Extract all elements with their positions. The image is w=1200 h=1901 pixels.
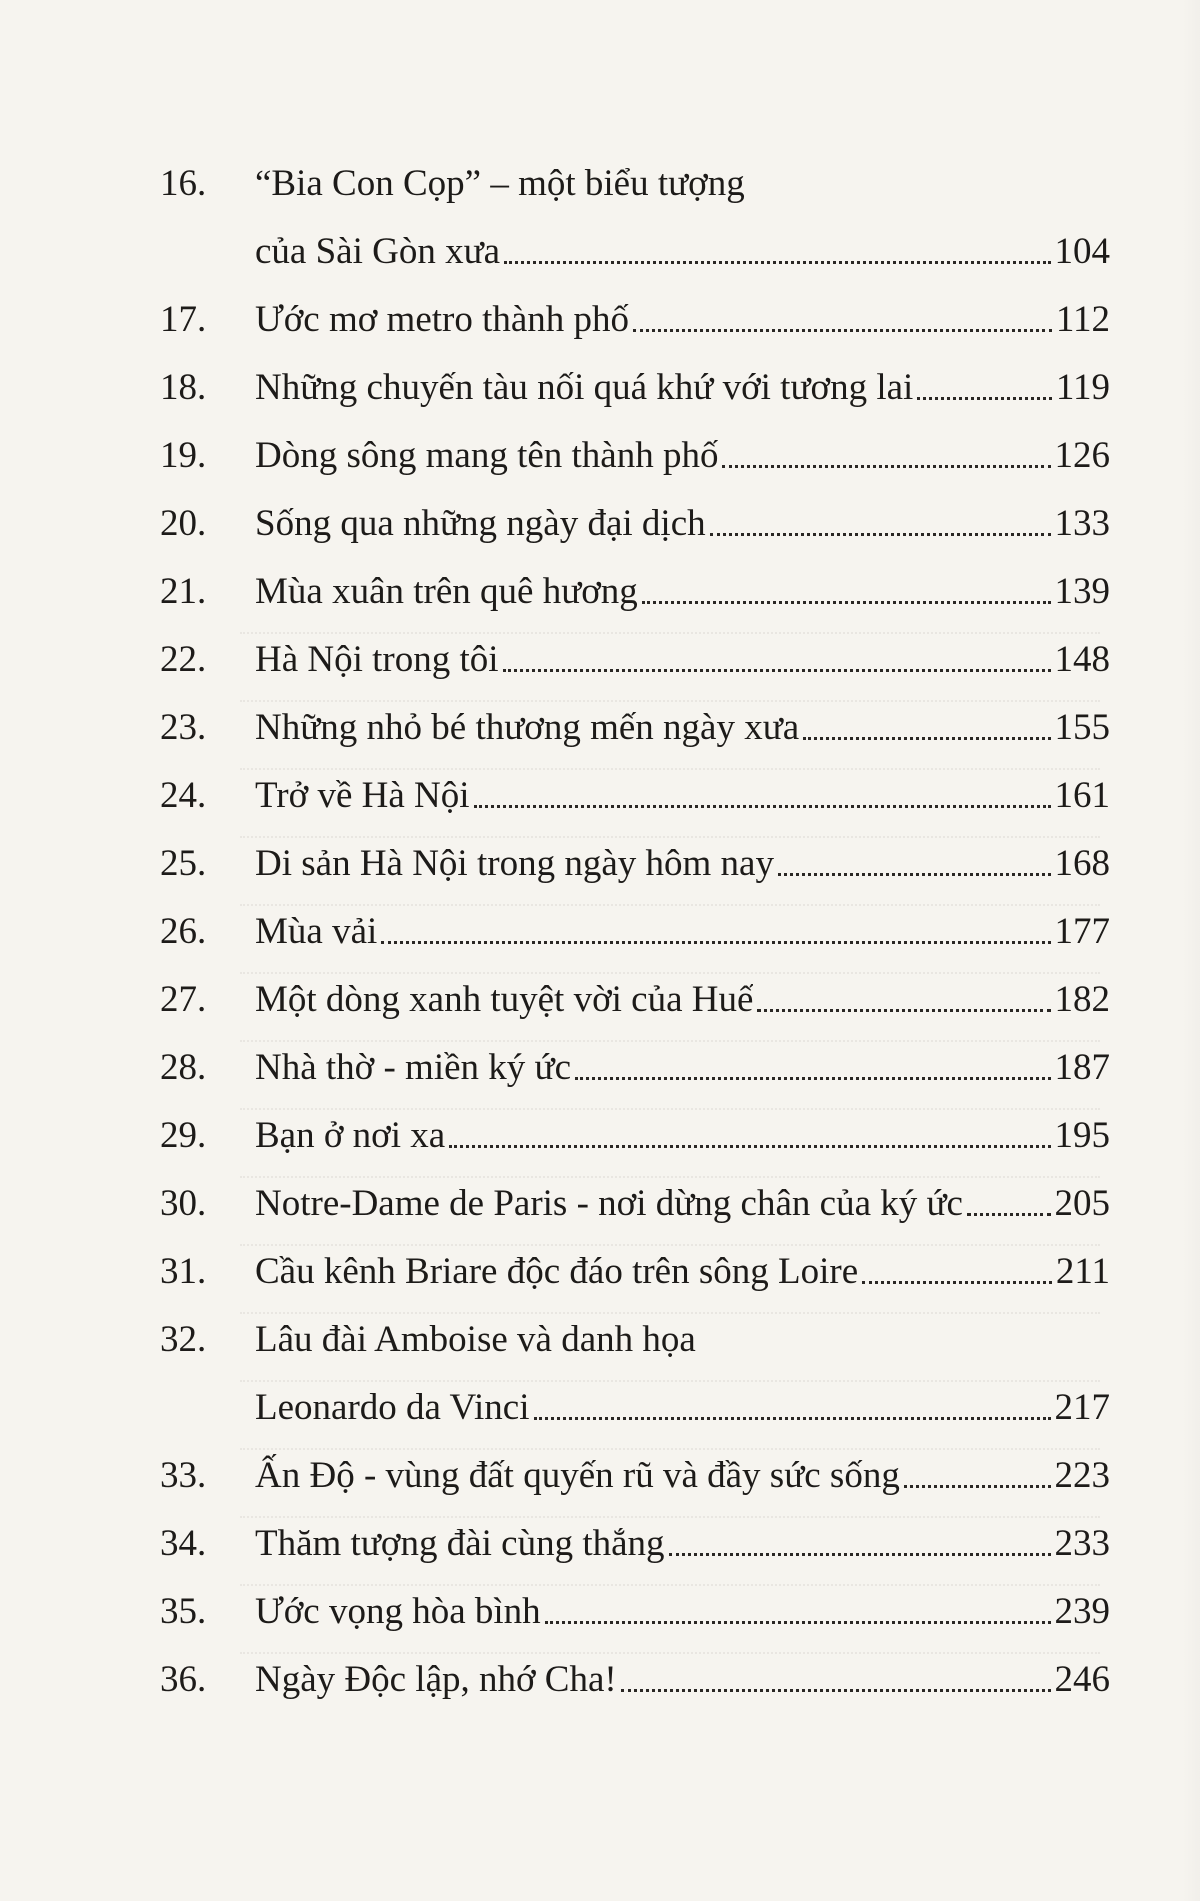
entry-title-first-line: Lâu đài Amboise và danh họa xyxy=(255,1319,696,1360)
entry-number: 35. xyxy=(160,1591,207,1632)
dot-leader xyxy=(381,940,1050,944)
entry-row xyxy=(255,558,1110,626)
entry-title: Cầu kênh Briare độc đáo trên sông Loire xyxy=(255,1251,859,1292)
toc-entry xyxy=(160,1102,1110,1170)
entry-page-number: 239 xyxy=(1054,1591,1110,1632)
dot-leader xyxy=(545,1620,1051,1624)
entry-number: 31. xyxy=(160,1251,207,1292)
entry-title: Notre-Dame de Paris - nơi dừng chân của ký ức xyxy=(255,1183,963,1224)
entry-number: 28. xyxy=(160,1047,207,1088)
entry-page-number: 112 xyxy=(1055,299,1110,340)
toc-entry xyxy=(160,694,1110,762)
toc-entry xyxy=(160,762,1110,830)
entry-row xyxy=(255,1374,1110,1442)
entry-page-number: 233 xyxy=(1054,1523,1110,1564)
entry-title: Bạn ở nơi xa xyxy=(255,1115,446,1156)
toc-entry xyxy=(160,422,1110,490)
entry-title: Mùa xuân trên quê hương xyxy=(255,571,638,612)
dot-leader xyxy=(633,328,1052,332)
dot-leader xyxy=(778,872,1051,876)
toc-entry xyxy=(160,354,1110,422)
dot-leader xyxy=(904,1484,1051,1488)
dot-leader xyxy=(722,464,1050,468)
entry-row xyxy=(255,1510,1110,1578)
entry-page-number: 211 xyxy=(1055,1251,1110,1292)
entry-number: 22. xyxy=(160,639,207,680)
toc-entry xyxy=(160,1442,1110,1510)
entry-row xyxy=(255,1238,1110,1306)
entry-page-number: 195 xyxy=(1054,1115,1110,1156)
entry-title: Thăm tượng đài cùng thắng xyxy=(255,1523,665,1564)
entry-title-first-line: “Bia Con Cọp” – một biểu tượng xyxy=(255,163,745,204)
entry-title: Những chuyến tàu nối quá khứ với tương lai xyxy=(255,367,914,408)
entry-title: của Sài Gòn xưa xyxy=(255,231,501,272)
entry-row xyxy=(255,490,1110,558)
entry-row xyxy=(255,762,1110,830)
toc-entry xyxy=(160,286,1110,354)
entry-page-number: 139 xyxy=(1054,571,1110,612)
entry-page-number: 104 xyxy=(1054,231,1110,272)
entry-page-number: 182 xyxy=(1054,979,1110,1020)
toc-entry xyxy=(160,1510,1110,1578)
dot-leader xyxy=(504,260,1050,264)
dot-leader xyxy=(967,1212,1051,1216)
dot-leader xyxy=(503,668,1051,672)
entry-number: 24. xyxy=(160,775,207,816)
dot-leader xyxy=(803,736,1050,740)
entry-row xyxy=(255,1102,1110,1170)
entry-title: Một dòng xanh tuyệt vời của Huế xyxy=(255,979,754,1020)
table-of-contents xyxy=(160,150,1110,1714)
dot-leader xyxy=(669,1552,1051,1556)
entry-number: 16. xyxy=(160,163,207,204)
entry-page-number: 217 xyxy=(1054,1387,1110,1428)
entry-page-number: 223 xyxy=(1054,1455,1110,1496)
entry-title: Di sản Hà Nội trong ngày hôm nay xyxy=(255,843,774,884)
entry-page-number: 148 xyxy=(1054,639,1110,680)
dot-leader xyxy=(642,600,1051,604)
entry-row xyxy=(255,830,1110,898)
entry-page-number: 168 xyxy=(1054,843,1110,884)
entry-number: 32. xyxy=(160,1319,207,1360)
entry-number: 36. xyxy=(160,1659,207,1700)
entry-title: Ước mơ metro thành phố xyxy=(255,299,630,340)
toc-entry xyxy=(160,1238,1110,1306)
entry-row xyxy=(255,1170,1110,1238)
entry-row xyxy=(255,218,1110,286)
entry-number: 27. xyxy=(160,979,207,1020)
toc-entry xyxy=(160,1306,1110,1442)
entry-title: Trở về Hà Nội xyxy=(255,775,470,816)
entry-row xyxy=(255,422,1110,490)
entry-number: 21. xyxy=(160,571,207,612)
entry-title: Leonardo da Vinci xyxy=(255,1387,530,1428)
entry-number: 25. xyxy=(160,843,207,884)
entry-number: 23. xyxy=(160,707,207,748)
entry-title: Những nhỏ bé thương mến ngày xưa xyxy=(255,707,800,748)
entry-page-number: 246 xyxy=(1054,1659,1110,1700)
entry-page-number: 187 xyxy=(1054,1047,1110,1088)
entry-page-number: 126 xyxy=(1054,435,1110,476)
entry-row xyxy=(255,354,1110,422)
entry-title: Dòng sông mang tên thành phố xyxy=(255,435,719,476)
entry-page-number: 155 xyxy=(1054,707,1110,748)
entry-title: Hà Nội trong tôi xyxy=(255,639,499,680)
entry-number: 30. xyxy=(160,1183,207,1224)
entry-title: Nhà thờ - miền ký ức xyxy=(255,1047,572,1088)
dot-leader xyxy=(621,1688,1051,1692)
toc-entry xyxy=(160,830,1110,898)
dot-leader xyxy=(862,1280,1052,1284)
toc-entry xyxy=(160,490,1110,558)
page-edge-shading xyxy=(1182,0,1200,1901)
entry-row xyxy=(255,1034,1110,1102)
entry-title: Ngày Độc lập, nhớ Cha! xyxy=(255,1659,617,1700)
entry-row xyxy=(255,1646,1110,1714)
entry-number: 29. xyxy=(160,1115,207,1156)
dot-leader xyxy=(534,1416,1051,1420)
entry-number: 33. xyxy=(160,1455,207,1496)
toc-entry xyxy=(160,1034,1110,1102)
entry-row xyxy=(255,1578,1110,1646)
toc-entry xyxy=(160,1170,1110,1238)
toc-entry xyxy=(160,150,1110,286)
entry-page-number: 161 xyxy=(1054,775,1110,816)
toc-entry xyxy=(160,898,1110,966)
entry-row xyxy=(255,966,1110,1034)
toc-entry xyxy=(160,558,1110,626)
entry-page-number: 205 xyxy=(1054,1183,1110,1224)
dot-leader xyxy=(449,1144,1050,1148)
toc-entry xyxy=(160,966,1110,1034)
toc-entry xyxy=(160,626,1110,694)
entry-number: 17. xyxy=(160,299,207,340)
entry-title: Ước vọng hòa bình xyxy=(255,1591,541,1632)
entry-number: 18. xyxy=(160,367,207,408)
entry-number: 19. xyxy=(160,435,207,476)
toc-entry xyxy=(160,1578,1110,1646)
entry-page-number: 119 xyxy=(1055,367,1110,408)
dot-leader xyxy=(917,396,1052,400)
dot-leader xyxy=(710,532,1051,536)
dot-leader xyxy=(757,1008,1050,1012)
dot-leader xyxy=(575,1076,1050,1080)
entry-page-number: 177 xyxy=(1054,911,1110,952)
toc-entry xyxy=(160,1646,1110,1714)
entry-page-number: 133 xyxy=(1054,503,1110,544)
entry-title: Ấn Độ - vùng đất quyến rũ và đầy sức sống xyxy=(255,1455,900,1496)
entry-row xyxy=(255,626,1110,694)
entry-row xyxy=(255,1442,1110,1510)
entry-number: 20. xyxy=(160,503,207,544)
entry-row xyxy=(255,286,1110,354)
entry-title: Mùa vải xyxy=(255,911,378,952)
entry-number: 34. xyxy=(160,1523,207,1564)
dot-leader xyxy=(474,804,1051,808)
entry-number: 26. xyxy=(160,911,207,952)
entry-row xyxy=(255,694,1110,762)
entry-row xyxy=(255,898,1110,966)
entry-title: Sống qua những ngày đại dịch xyxy=(255,503,706,544)
